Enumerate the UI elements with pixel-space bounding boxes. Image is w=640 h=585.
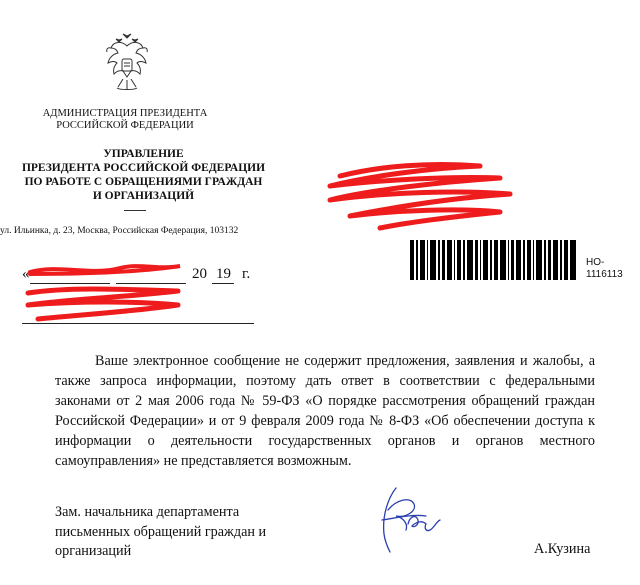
- position-line-2: письменных обращений граждан и: [55, 523, 267, 540]
- department-name: [16, 147, 271, 203]
- header-divider: [124, 210, 146, 211]
- letter-body: Ваше электронное сообщение не содержит предложения, заявления и жалобы, а также запроса информации, поэтому дать ответ в соответствии с федеральными законами от 2 мая 2006 года № 59-ФЗ «О порядке рассмотрения обращений граждан Российской Федерации» и от 9 февраля 2009 года № 8-ФЗ «Об обеспечении доступа к информации о деятельности государственных органов и органов местного самоуправления» не представляется возможным.: [55, 353, 595, 469]
- position-line-3: организаций: [55, 543, 132, 559]
- admin-line-2: РОССИЙСКОЙ ФЕДЕРАЦИИ: [56, 120, 194, 131]
- position-line-1: Зам. начальника департамента: [55, 504, 240, 520]
- barcode-icon: [410, 240, 576, 280]
- dept-line-2: ПРЕЗИДЕНТА РОССИЙСКОЙ ФЕДЕРАЦИИ: [21, 162, 266, 174]
- dept-line-1: УПРАВЛЕНИЕ: [103, 148, 184, 160]
- dept-line-3: ПО РАБОТЕ С ОБРАЩЕНИЯМИ ГРАЖДАН: [24, 176, 263, 188]
- year-prefix: 20: [192, 266, 207, 282]
- signer-name: А.Кузина: [534, 541, 591, 557]
- registration-line-2: 1116113: [586, 269, 623, 280]
- year-mark: г.: [242, 266, 251, 282]
- dept-line-4: И ОРГАНИЗАЦИЙ: [92, 190, 195, 202]
- signatory-position: [55, 503, 295, 562]
- address: ул. Ильинка, д. 23, Москва, Российская Федерация, 103132: [0, 226, 239, 236]
- year-suffix: 19: [216, 266, 231, 282]
- redaction-scribble-date: [24, 262, 204, 280]
- redaction-scribble-recipient: [320, 158, 520, 238]
- year-underline: [212, 283, 234, 284]
- registration-number: [586, 257, 623, 281]
- handwritten-signature: [378, 480, 448, 555]
- administration-name: [40, 108, 210, 132]
- redaction-scribble-number: [20, 283, 200, 327]
- state-emblem-icon: [103, 32, 151, 96]
- registration-line-1: НО-: [586, 257, 605, 268]
- admin-line-1: АДМИНИСТРАЦИЯ ПРЕЗИДЕНТА: [42, 108, 208, 119]
- date-open-quote: «: [22, 266, 30, 282]
